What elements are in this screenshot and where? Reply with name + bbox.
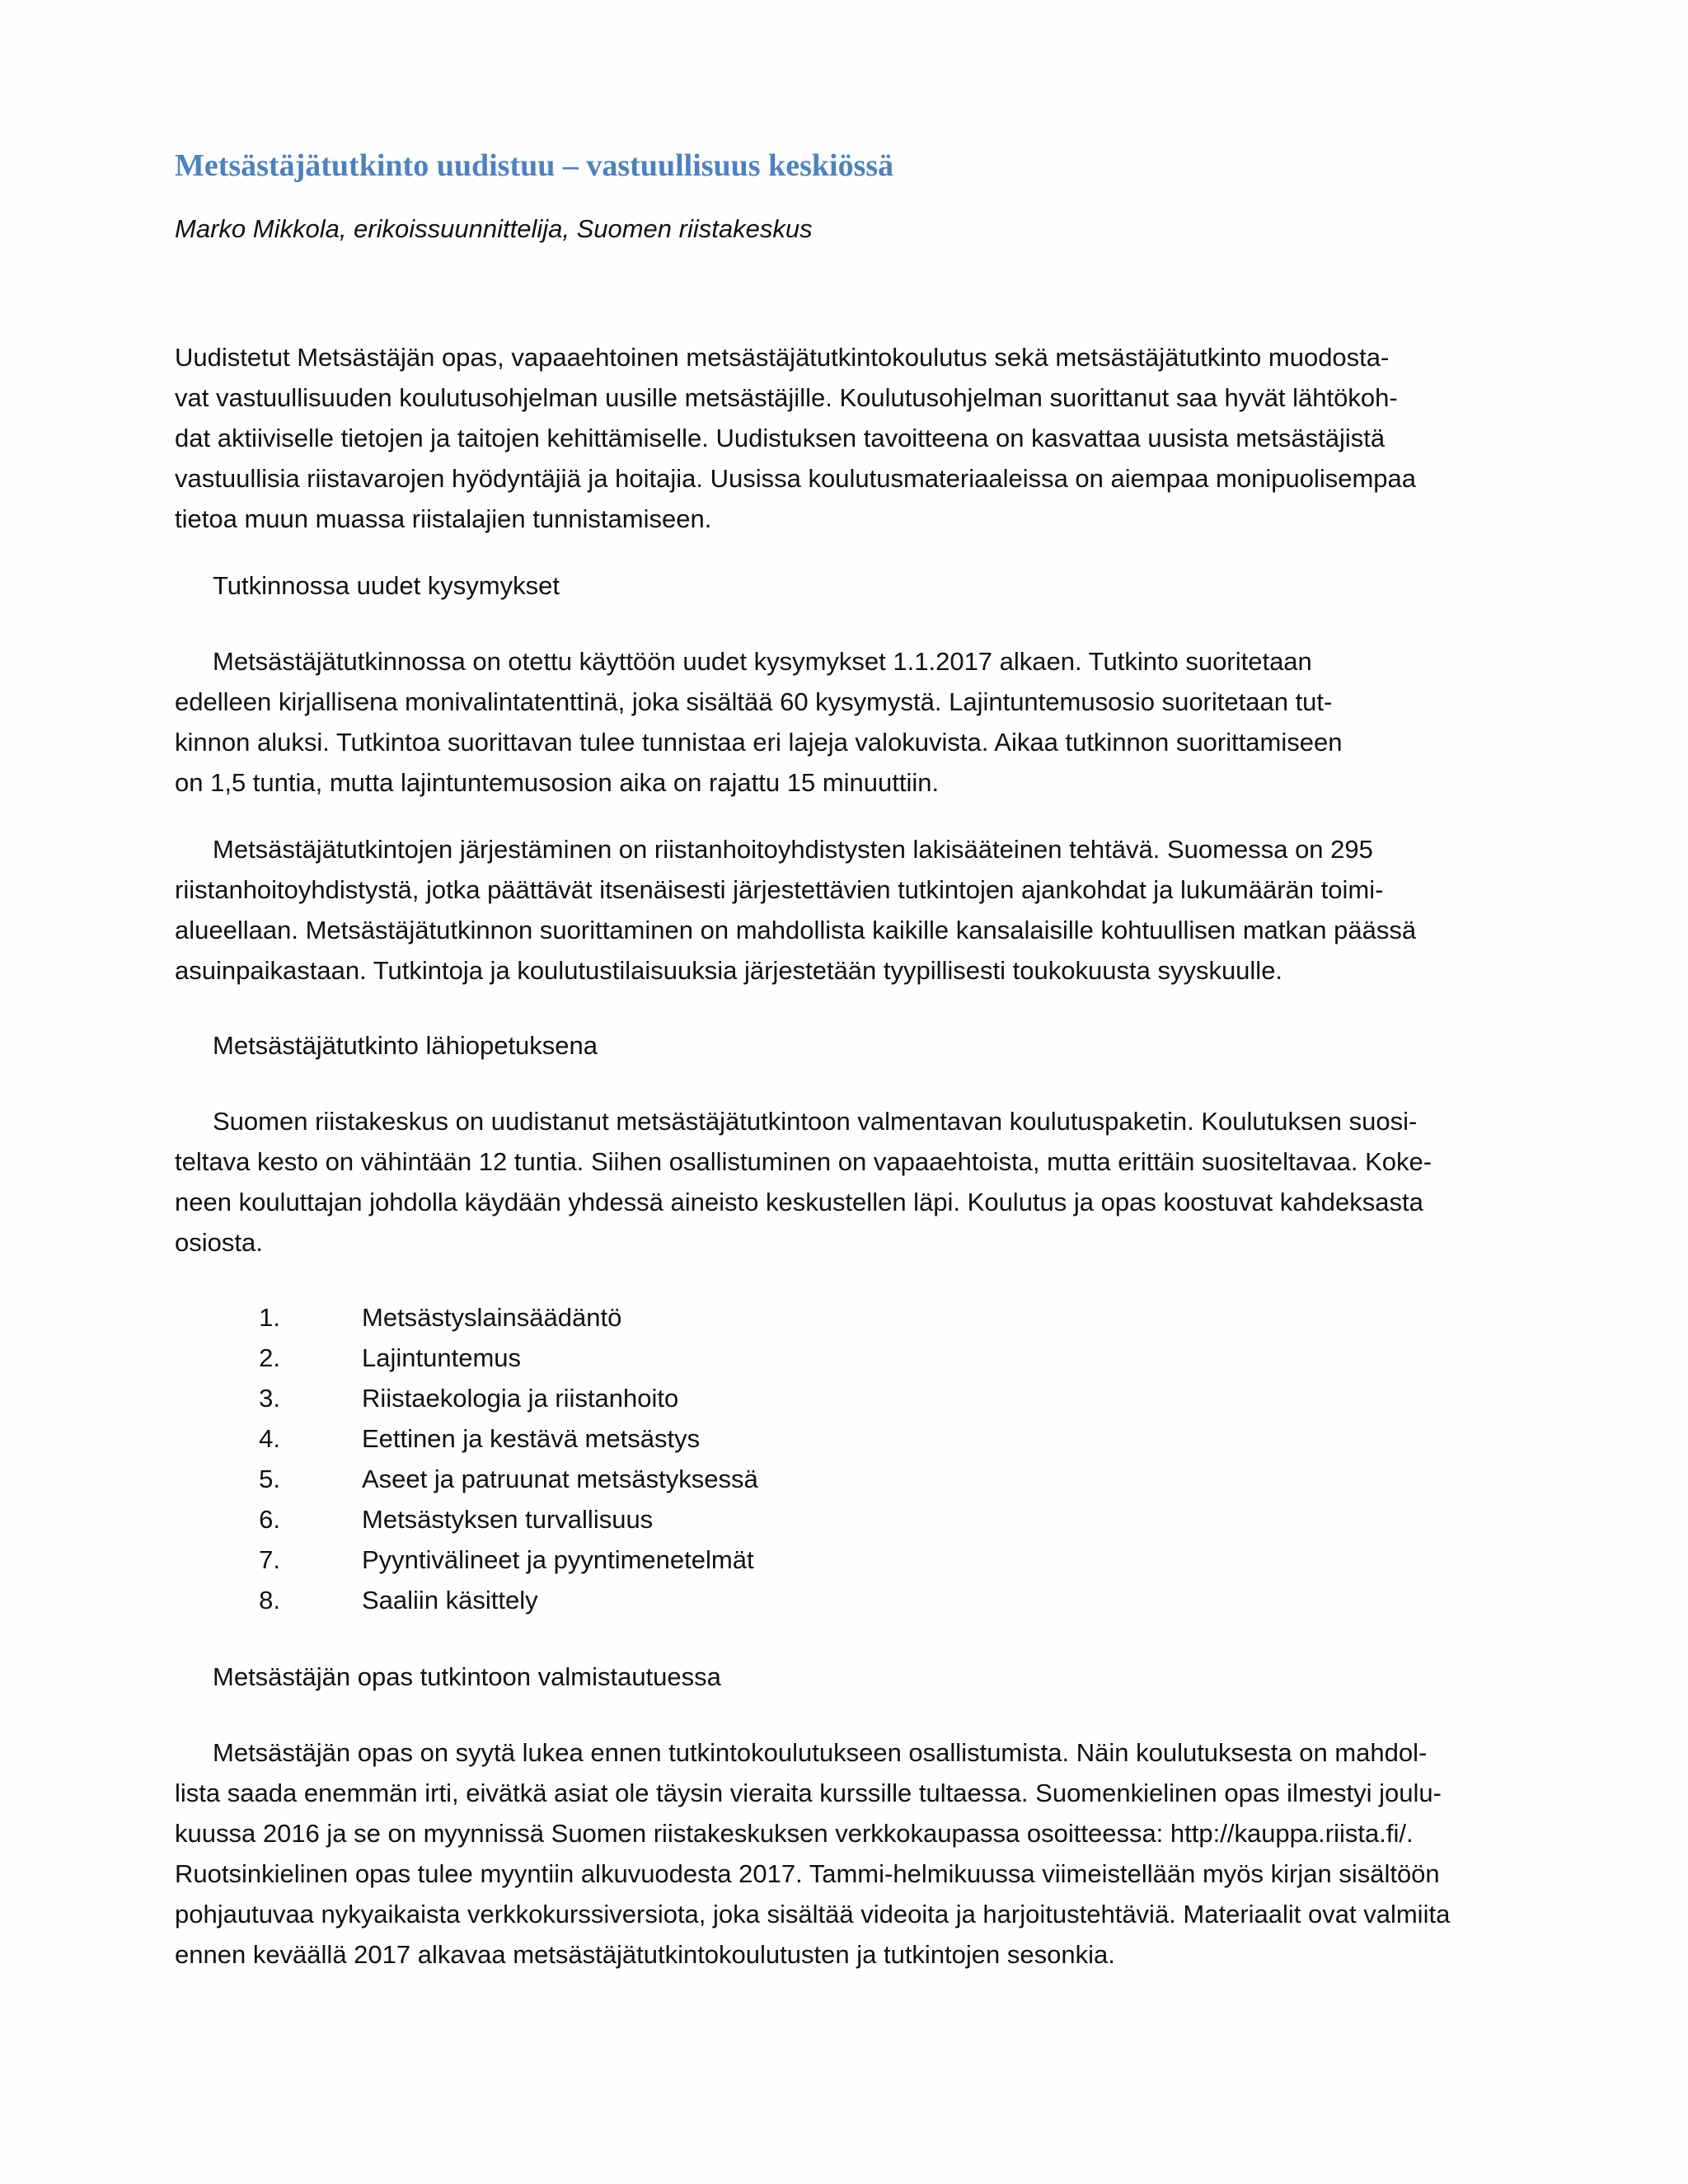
list-item: Metsästyksen turvallisuus [362,1505,654,1534]
paragraph-line: neen kouluttajan johdolla käydään yhdessä aineisto keskustellen läpi. Koulutus ja opas koostuvat kahdeksasta [175,1188,1423,1216]
list-item: Saaliin käsittely [362,1586,538,1615]
article-title: Metsästäjätutkinto uudistuu – vastuullisuus keskiössä [175,148,894,183]
list-number: 3. [259,1384,280,1413]
subheading: Metsästäjän opas tutkintoon valmistautuessa [213,1662,721,1691]
list-item: Aseet ja patruunat metsästyksessä [362,1465,758,1493]
paragraph-line: Suomen riistakeskus on uudistanut metsästäjätutkintoon valmentavan koulutuspaketin. Koulutuksen suosi- [213,1107,1418,1136]
paragraph-line: asuinpaikastaan. Tutkintoja ja koulutustilaisuuksia järjestetään tyypillisesti toukokuusta syyskuulle. [175,956,1283,985]
list-item: Metsästyslainsäädäntö [362,1303,622,1332]
intro-line: vastuullisia riistavarojen hyödyntäjiä ja hoitajia. Uusissa koulutusmateriaaleissa on aiempaa monipuolisempaa [175,464,1417,493]
list-item: Eettinen ja kestävä metsästys [362,1424,701,1453]
paragraph-line: Metsästäjätutkinnossa on otettu käyttöön uudet kysymykset 1.1.2017 alkaen. Tutkinto suoritetaan [213,647,1312,676]
paragraph-line: kuussa 2016 ja se on myynnissä Suomen riistakeskuksen verkkokaupassa osoitteessa: http://kauppa.riista.fi/. [175,1819,1414,1848]
paragraph-line: kinnon aluksi. Tutkintoa suorittavan tulee tunnistaa eri lajeja valokuvista. Aikaa tutkinnon suorittamiseen [175,728,1343,757]
subheading: Metsästäjätutkinto lähiopetuksena [213,1031,598,1060]
paragraph-line: osiosta. [175,1228,263,1257]
list-number: 5. [259,1465,280,1493]
intro-line: Uudistetut Metsästäjän opas, vapaaehtoinen metsästäjätutkintokoulutus sekä metsästäjätutkinto muodosta- [175,343,1390,372]
paragraph-line: Metsästäjän opas on syytä lukea ennen tutkintokoulutukseen osallistumista. Näin koulutuksesta on mahdol- [213,1738,1428,1767]
paragraph-line: Ruotsinkielinen opas tulee myyntiin alkuvuodesta 2017. Tammi-helmikuussa viimeistellään myös kirjan sisältöön [175,1859,1440,1888]
list-number: 7. [259,1545,280,1574]
list-item: Pyyntivälineet ja pyyntimenetelmät [362,1545,754,1574]
paragraph-line: pohjautuvaa nykyaikaista verkkokurssiversiota, joka sisältää videoita ja harjoitustehtäviä. Materiaalit ovat valmiita [175,1900,1451,1929]
intro-line: dat aktiiviselle tietojen ja taitojen kehittämiselle. Uudistuksen tavoitteena on kasvattaa uusista metsästäjistä [175,424,1386,452]
paragraph-line: on 1,5 tuntia, mutta lajintuntemusosion aika on rajattu 15 minuuttiin. [175,768,940,797]
list-number: 2. [259,1343,280,1372]
intro-line: tietoa muun muassa riistalajien tunnistamiseen. [175,504,712,533]
paragraph-line: edelleen kirjallisena monivalintatenttinä, joka sisältää 60 kysymystä. Lajintuntemusosio suoritetaan tut- [175,687,1333,716]
intro-line: vat vastuullisuuden koulutusohjelman uusille metsästäjille. Koulutusohjelman suorittanut saa hyvät lähtökoh- [175,383,1398,412]
list-number: 1. [259,1303,280,1332]
paragraph-line: teltava kesto on vähintään 12 tuntia. Siihen osallistuminen on vapaaehtoista, mutta erittäin suositeltavaa. Koke- [175,1147,1432,1176]
paragraph-line: alueellaan. Metsästäjätutkinnon suorittaminen on mahdollista kaikille kansalaisille kohtuullisen matkan päässä [175,916,1417,944]
paragraph-line: riistanhoitoyhdistystä, jotka päättävät itsenäisesti järjestettävien tutkintojen ajankohdat ja lukumäärän toimi- [175,875,1384,904]
list-item: Riistaekologia ja riistanhoito [362,1384,679,1413]
list-number: 4. [259,1424,280,1453]
subheading: Tutkinnossa uudet kysymykset [213,571,560,600]
paragraph-line: Metsästäjätutkintojen järjestäminen on riistanhoitoyhdistysten lakisääteinen tehtävä. Suomessa on 295 [213,835,1373,864]
article-author: Marko Mikkola, erikoissuunnittelija, Suomen riistakeskus [175,214,813,243]
paragraph-line: ennen keväällä 2017 alkavaa metsästäjätutkintokoulutusten ja tutkintojen sesonkia. [175,1940,1115,1969]
list-number: 8. [259,1586,280,1615]
list-number: 6. [259,1505,280,1534]
list-item: Lajintuntemus [362,1343,522,1372]
paragraph-line: lista saada enemmän irti, eivätkä asiat ole täysin vieraita kurssille tultaessa. Suomenkielinen opas ilmestyi joulu- [175,1779,1442,1807]
